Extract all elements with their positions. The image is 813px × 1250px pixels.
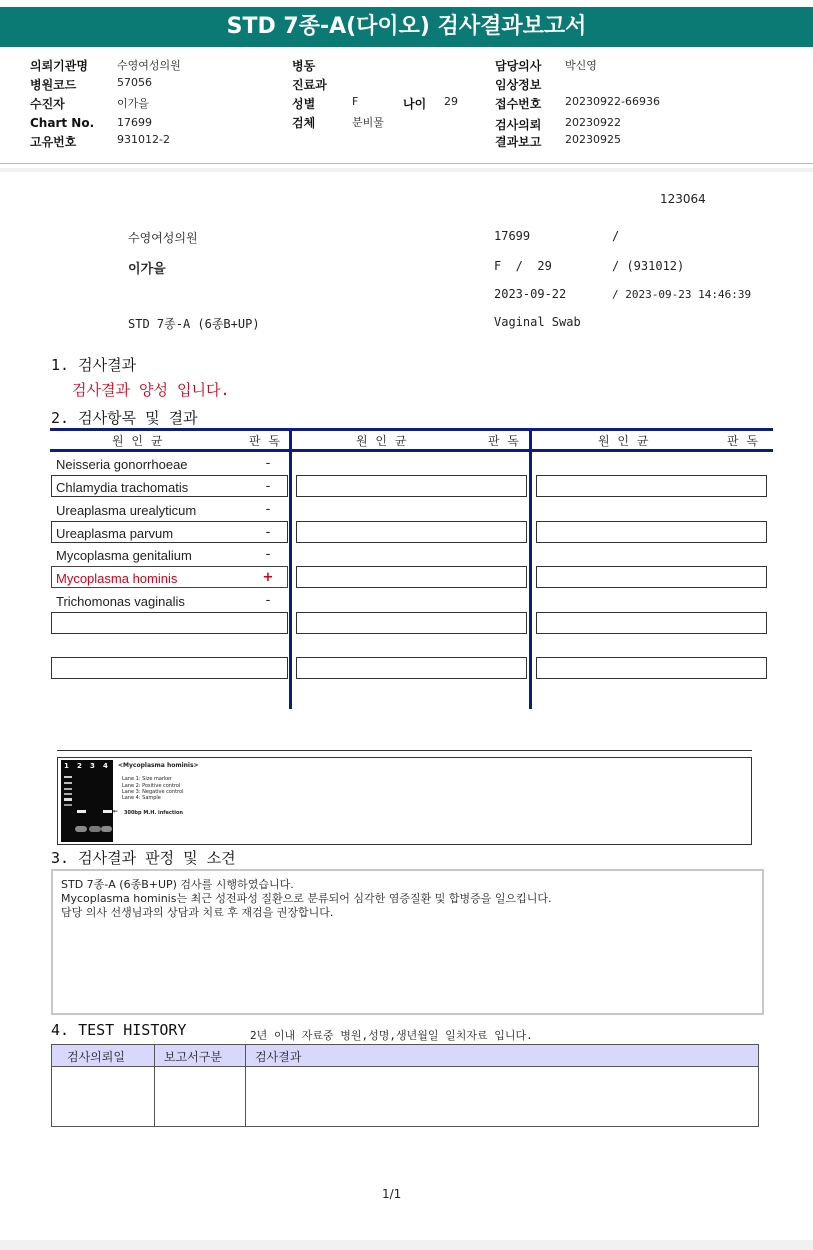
label-ward: 병동	[292, 59, 316, 73]
opinion-line: Mycoplasma hominis는 최근 성전파성 질환으로 분류되어 심각한 염증질환 및 합병증을 일으킵니다.	[61, 892, 552, 905]
header-divider	[0, 163, 813, 164]
organism-result: -	[265, 456, 271, 471]
value-sex: F	[352, 95, 359, 108]
report-birth: / (931012)	[612, 259, 685, 273]
organism-name: Mycoplasma genitalium	[56, 548, 192, 563]
gel-legend-1: Lane 1: Size marker	[122, 776, 172, 782]
col-header-organism-2: 원 인 균	[356, 434, 409, 448]
gel-band	[64, 793, 72, 795]
value-chart-no: 17699	[117, 116, 152, 129]
label-specimen: 검체	[292, 116, 316, 130]
organism-result: -	[265, 479, 271, 494]
overall-result: 검사결과 양성 입니다.	[72, 381, 230, 399]
section-2-title: 2. 검사항목 및 결과	[51, 409, 198, 427]
report-test-name: STD 7종-A (6종B+UP)	[128, 317, 260, 331]
report-request-date: 2023-09-22	[494, 287, 567, 301]
section-3-title: 3. 검사결과 판정 및 소견	[51, 849, 236, 867]
empty-box	[536, 657, 767, 679]
label-clinic: 의뢰기관명	[30, 59, 88, 73]
value-patient: 이가을	[117, 97, 149, 110]
gel-primer-band	[101, 826, 112, 832]
empty-box	[296, 475, 527, 497]
row-box-8	[51, 612, 288, 634]
report-specimen: Vaginal Swab	[494, 315, 581, 329]
gel-legend-3: Lane 3: Negative control	[122, 789, 184, 795]
value-unique-no: 931012-2	[117, 133, 170, 146]
organism-name: Neisseria gonorrhoeae	[56, 457, 188, 472]
gel-band	[64, 798, 72, 801]
table-top-rule	[50, 428, 773, 431]
gel-figure-box	[57, 757, 752, 845]
history-header-row	[52, 1045, 758, 1067]
gel-lane-2: 2	[77, 762, 82, 770]
history-col-divider	[245, 1045, 246, 1126]
empty-box	[296, 657, 527, 679]
gel-lane-1: 1	[64, 762, 69, 770]
label-department: 진료과	[292, 78, 327, 92]
organism-name: Chlamydia trachomatis	[56, 480, 189, 495]
empty-box	[296, 521, 527, 543]
empty-box	[536, 612, 767, 634]
history-header-result: 검사결과	[255, 1050, 302, 1064]
report-clinic: 수영여성의원	[128, 231, 198, 245]
label-sex: 성별	[292, 97, 316, 111]
value-receipt-no: 20230922-66936	[565, 95, 660, 108]
organism-result: -	[265, 593, 271, 608]
empty-box	[536, 521, 767, 543]
organism-result: -	[265, 547, 271, 562]
label-doctor: 담당의사	[495, 59, 542, 73]
gel-legend-2: Lane 2: Positive control	[122, 783, 181, 789]
section-4-title: 4. TEST HISTORY	[51, 1021, 187, 1039]
report-number: 123064	[660, 192, 706, 206]
organism-name: Ureaplasma parvum	[56, 526, 174, 541]
label-receipt-no: 접수번호	[495, 97, 542, 111]
history-header-report-type: 보고서구분	[164, 1050, 222, 1064]
gel-primer-band	[89, 826, 101, 832]
report-patient: 이가을	[128, 262, 166, 277]
col-header-organism-3: 원 인 균	[598, 434, 651, 448]
organism-result: -	[265, 525, 271, 540]
gel-arrow-label: 300bp M.H. infection	[124, 810, 183, 816]
organism-result-positive: +	[262, 570, 274, 585]
gel-top-rule	[57, 750, 752, 751]
value-request-date: 20230922	[565, 116, 621, 129]
gel-band	[64, 782, 72, 784]
gel-image	[61, 760, 113, 842]
label-report-date: 결과보고	[495, 135, 542, 149]
col-header-organism-1: 원 인 균	[112, 434, 165, 448]
table-col-divider-1	[289, 431, 292, 709]
gel-lane-3: 3	[90, 762, 95, 770]
organism-name: Trichomonas vaginalis	[56, 594, 185, 609]
organism-name-positive: Mycoplasma hominis	[56, 571, 178, 586]
value-age: 29	[444, 95, 458, 108]
opinion-line: 담당 의사 선생님과의 상담과 치료 후 재검을 권장합니다.	[61, 906, 334, 919]
label-chart-no: Chart No.	[30, 116, 95, 130]
section-1-title: 1. 검사결과	[51, 356, 137, 374]
gel-legend-4: Lane 4: Sample	[122, 795, 161, 801]
col-header-result-3: 판 독	[727, 434, 760, 448]
col-header-result-1: 판 독	[249, 434, 282, 448]
organism-result: -	[265, 502, 271, 517]
report-sex-age: F / 29	[494, 259, 552, 273]
report-slash: /	[612, 229, 620, 243]
row-box-9	[51, 657, 288, 679]
value-report-date: 20230925	[565, 133, 621, 146]
report-chart: 17699	[494, 229, 531, 243]
value-specimen: 분비물	[352, 116, 384, 129]
history-header-request-date: 검사의뢰일	[67, 1050, 125, 1064]
organism-name: Ureaplasma urealyticum	[56, 503, 197, 518]
table-col-divider-2	[529, 431, 532, 709]
gel-band	[64, 788, 72, 790]
history-col-divider	[154, 1045, 155, 1126]
empty-box	[296, 566, 527, 588]
gel-lane-4: 4	[103, 762, 108, 770]
label-patient: 수진자	[30, 97, 65, 111]
report-datetime: / 2023-09-23 14:46:39	[612, 288, 752, 301]
value-doctor: 박신영	[565, 59, 597, 72]
report-title: STD 7종-A(다이오) 검사결과보고서	[0, 7, 813, 47]
label-clinical-info: 임상정보	[495, 78, 542, 92]
label-age: 나이	[403, 97, 427, 111]
opinion-line: STD 7종-A (6종B+UP) 검사를 시행하였습니다.	[61, 878, 294, 891]
value-clinic: 수영여성의원	[117, 59, 181, 72]
gel-band	[64, 804, 72, 806]
gel-band	[64, 776, 72, 778]
page-number: 1/1	[382, 1187, 402, 1201]
label-hospital-code: 병원코드	[30, 78, 77, 92]
empty-box	[296, 612, 527, 634]
gel-band	[103, 810, 112, 813]
gel-title: <Mycoplasma hominis>	[118, 762, 199, 769]
gel-band	[77, 810, 86, 813]
gel-arrow-icon: ←	[113, 808, 119, 815]
table-header-rule	[50, 449, 773, 452]
gel-primer-band	[75, 826, 87, 832]
empty-box	[536, 566, 767, 588]
label-request-date: 검사의뢰	[495, 118, 542, 132]
col-header-result-2: 판 독	[488, 434, 521, 448]
label-unique-no: 고유번호	[30, 135, 77, 149]
history-note: 2년 이내 자료중 병원,성명,생년월일 일치자료 입니다.	[250, 1029, 533, 1042]
value-hospital-code: 57056	[117, 76, 152, 89]
empty-box	[536, 475, 767, 497]
